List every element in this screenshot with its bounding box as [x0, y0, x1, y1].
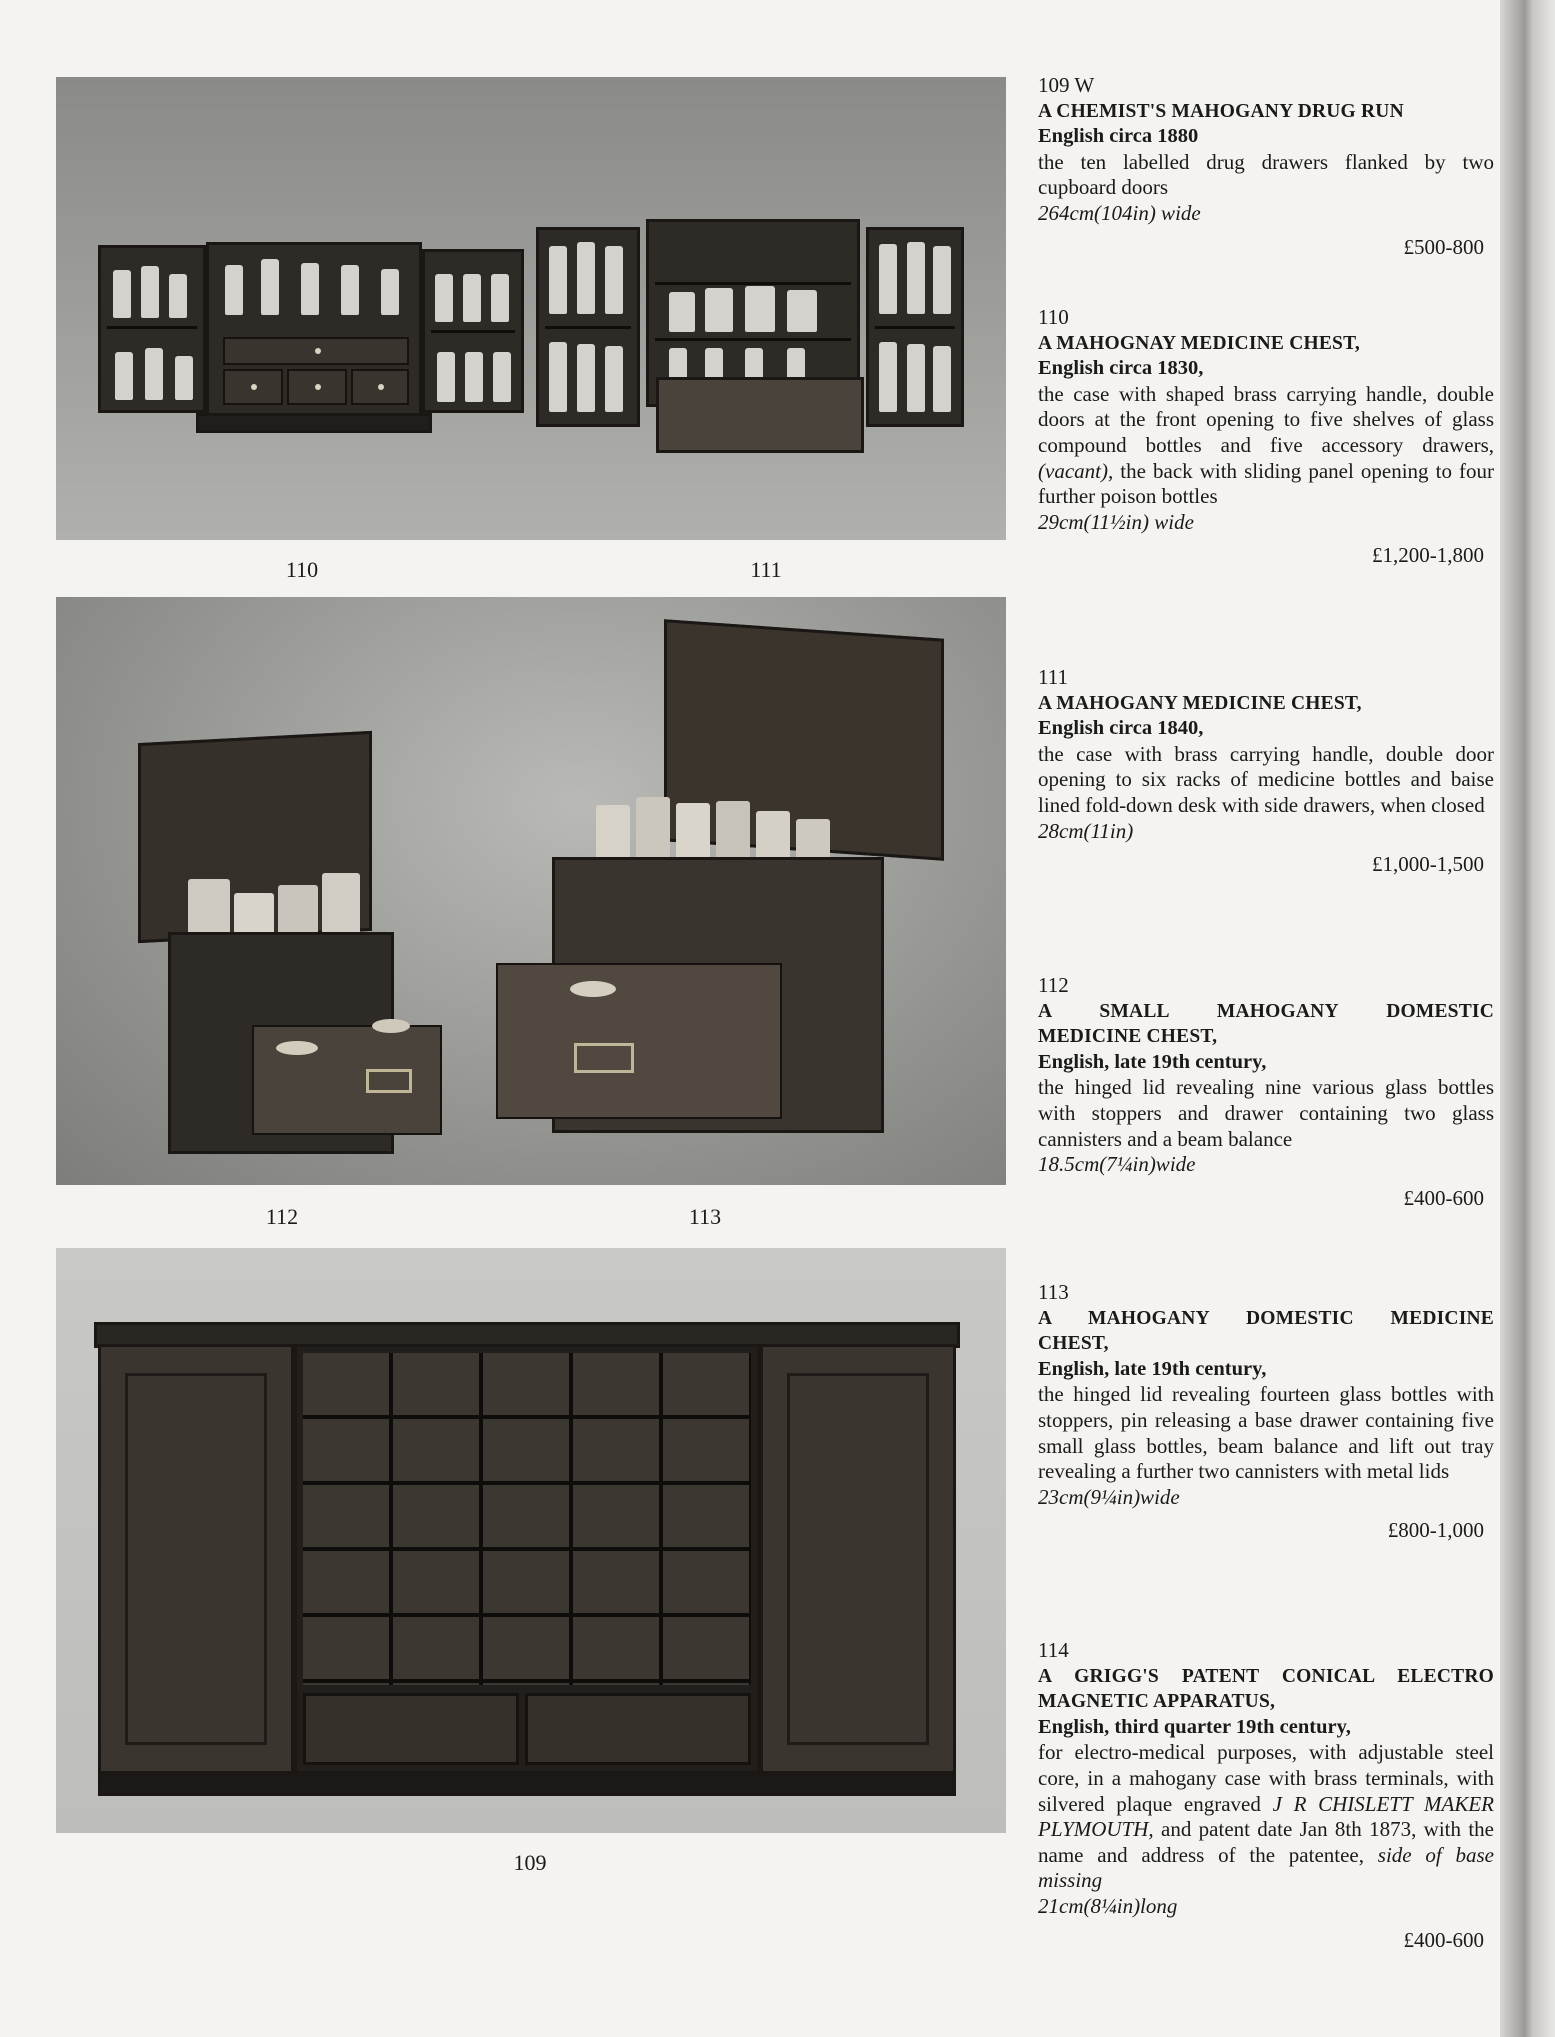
lot-description: for electro-medical purposes, with adjustable steel core, in a mahogany case with brass terminals, with silvered plaque engraved J R CHISLETT MAKER PLYMOUTH, and patent date Jan 8th 1873, with the name and address of the patentee, side of base missing	[1038, 1740, 1494, 1893]
drug-run-left-door	[98, 1344, 294, 1774]
chest-113-drawer	[496, 963, 782, 1119]
caption-111: 111	[750, 557, 782, 582]
caption-110: 110	[285, 557, 319, 582]
lot-110	[1038, 305, 1494, 569]
page-binding-edge	[1500, 0, 1555, 2037]
lot-title: A MAHOGNAY MEDICINE CHEST,	[1038, 332, 1360, 354]
lot-112	[1038, 973, 1494, 1211]
medicine-chest-110	[98, 245, 206, 413]
drug-run-drawer-bank	[294, 1344, 760, 1774]
caption-109: 109	[513, 1850, 547, 1875]
chest-110-base	[196, 413, 432, 433]
lot-number: 110	[1038, 305, 1069, 329]
lot-description: the hinged lid revealing fourteen glass bottles with stoppers, pin releasing a base drawer containing five small glass bottles, beam balance and lift out tray revealing a further two cannisters with metal lids	[1038, 1382, 1494, 1484]
lot-number: 109 W	[1038, 73, 1095, 97]
lot-origin: English, late 19th century,	[1038, 1357, 1267, 1380]
medicine-chest-111-left-door	[536, 227, 640, 427]
lot-dimensions: 28cm(11in)	[1038, 818, 1134, 843]
lot-number: 112	[1038, 973, 1069, 997]
lot-title-line-1: A MAHOGANY DOMESTIC MEDICINE	[1038, 1307, 1494, 1329]
lot-description: the hinged lid revealing nine various glass bottles with stoppers and drawer containing two glass cannisters and a beam balance	[1038, 1075, 1494, 1151]
lot-estimate: £800-1,000	[1387, 1518, 1484, 1543]
lot-estimate: £1,000-1,500	[1372, 852, 1484, 877]
lot-origin: English, late 19th century,	[1038, 1050, 1267, 1073]
lot-dimensions: 29cm(11½in) wide	[1038, 509, 1194, 534]
lot-origin: English circa 1880	[1038, 125, 1199, 148]
lot-origin: English circa 1840,	[1038, 717, 1204, 740]
chest-111-fold-down-desk	[656, 377, 864, 453]
lot-estimate: £400-600	[1403, 1185, 1484, 1210]
lot-number: 114	[1038, 1638, 1069, 1662]
lot-title-line-2: MEDICINE CHEST,	[1038, 1026, 1218, 1048]
lot-111	[1038, 665, 1494, 878]
drug-run-plinth	[98, 1774, 956, 1796]
lot-dimensions: 21cm(8¼in)long	[1038, 1893, 1178, 1918]
lot-title-line-1: A GRIGG'S PATENT CONICAL ELECTRO	[1038, 1665, 1494, 1687]
lot-estimate: £400-600	[1403, 1927, 1484, 1952]
lot-title: A CHEMIST'S MAHOGANY DRUG RUN	[1038, 100, 1404, 122]
drug-run-right-door	[760, 1344, 956, 1774]
lot-origin: English, third quarter 19th century,	[1038, 1715, 1351, 1738]
lot-title: A MAHOGANY MEDICINE CHEST,	[1038, 692, 1362, 714]
lot-description: the ten labelled drug drawers flanked by two cupboard doors	[1038, 149, 1494, 200]
lot-113	[1038, 1280, 1494, 1544]
lot-number: 113	[1038, 1280, 1069, 1304]
photo-lots-112-113	[56, 597, 1006, 1185]
photo-lots-110-111	[56, 77, 1006, 540]
lot-number: 111	[1038, 665, 1068, 689]
medicine-chest-111-right-door	[866, 227, 964, 427]
lot-estimate: £1,200-1,800	[1372, 543, 1484, 568]
lot-dimensions: 23cm(9¼in)wide	[1038, 1484, 1180, 1509]
medicine-chest-110-centre	[206, 242, 422, 420]
lot-estimate: £500-800	[1403, 234, 1484, 259]
lot-title-line-2: MAGNETIC APPARATUS,	[1038, 1691, 1276, 1713]
lot-title-line-1: A SMALL MAHOGANY DOMESTIC	[1038, 1000, 1494, 1022]
lot-title-line-2: CHEST,	[1038, 1333, 1109, 1355]
photo-lot-109	[56, 1248, 1006, 1833]
chest-112-drawer	[252, 1025, 442, 1135]
caption-112: 112	[265, 1204, 299, 1229]
lot-109	[1038, 73, 1494, 260]
medicine-chest-110-right-door	[422, 249, 524, 413]
lot-description: the case with shaped brass carrying handle, double doors at the front opening to five shelves of glass compound bottles and five accessory drawers, (vacant), the back with sliding panel opening to four further poison bottles	[1038, 381, 1494, 509]
lot-dimensions: 264cm(104in) wide	[1038, 200, 1201, 225]
lot-dimensions: 18.5cm(7¼in)wide	[1038, 1152, 1196, 1177]
lot-description: the case with brass carrying handle, double door opening to six racks of medicine bottles and baise lined fold-down desk with side drawers, when closed	[1038, 741, 1494, 817]
lot-origin: English circa 1830,	[1038, 357, 1204, 380]
caption-113: 113	[688, 1204, 722, 1229]
lot-114	[1038, 1638, 1494, 1953]
